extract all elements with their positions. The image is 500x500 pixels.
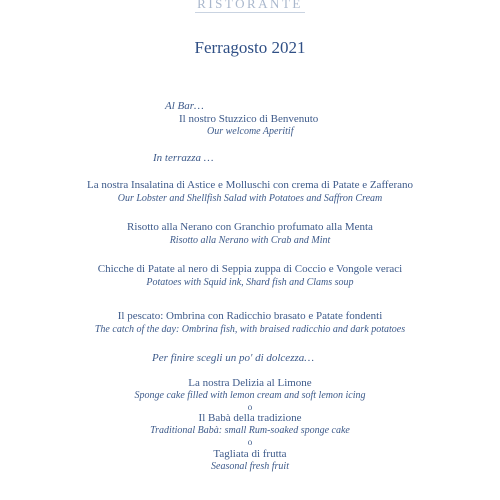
- course-1-english: Our Lobster and Shellfish Salad with Potatoes and Saffron Cream: [117, 193, 383, 204]
- course-3-italian: Chicche di Patate al nero di Seppia zuppa di Coccio e Vongole veraci: [97, 263, 403, 275]
- dessert-3-english: Seasonal fresh fruit: [211, 461, 289, 472]
- dessert-3-italian: Tagliata di frutta: [213, 448, 287, 460]
- or-separator: o: [247, 437, 253, 447]
- welcome-item-italian: Il nostro Stuzzico di Benvenuto: [179, 113, 319, 125]
- course-4-english: The catch of the day: Ombrina fish, with braised radicchio and dark potatoes: [94, 324, 406, 335]
- dessert-1-english: Sponge cake filled with lemon cream and soft lemon icing: [134, 390, 366, 401]
- menu-title: Ferragosto 2021: [194, 38, 306, 57]
- course-2-english: Risotto alla Nerano with Crab and Mint: [169, 235, 331, 246]
- course-4-italian: Il pescato: Ombrina con Radicchio brasato e Patate fondenti: [117, 310, 383, 322]
- section-dessert: Per finire scegli un po' di dolcezza…: [152, 352, 315, 364]
- section-bar: Al Bar…: [165, 100, 204, 112]
- or-separator: o: [247, 402, 253, 412]
- dessert-2-english: Traditional Babà: small Rum-soaked sponge cake: [150, 425, 350, 436]
- welcome-item-english: Our welcome Aperitif: [207, 126, 294, 137]
- dessert-1-italian: La nostra Delizia al Limone: [188, 377, 312, 389]
- course-2-italian: Risotto alla Nerano con Granchio profumato alla Menta: [127, 221, 373, 233]
- brand-divider: [195, 12, 305, 13]
- course-1-italian: La nostra Insalatina di Astice e Molluschi con crema di Patate e Zafferano: [86, 179, 413, 191]
- course-3-english: Potatoes with Squid ink, Shard fish and Clams soup: [146, 277, 354, 288]
- restaurant-brand: RISTORANTE: [197, 0, 303, 11]
- section-terrace: In terrazza …: [153, 152, 214, 164]
- dessert-2-italian: Il Babà della tradizione: [198, 412, 302, 424]
